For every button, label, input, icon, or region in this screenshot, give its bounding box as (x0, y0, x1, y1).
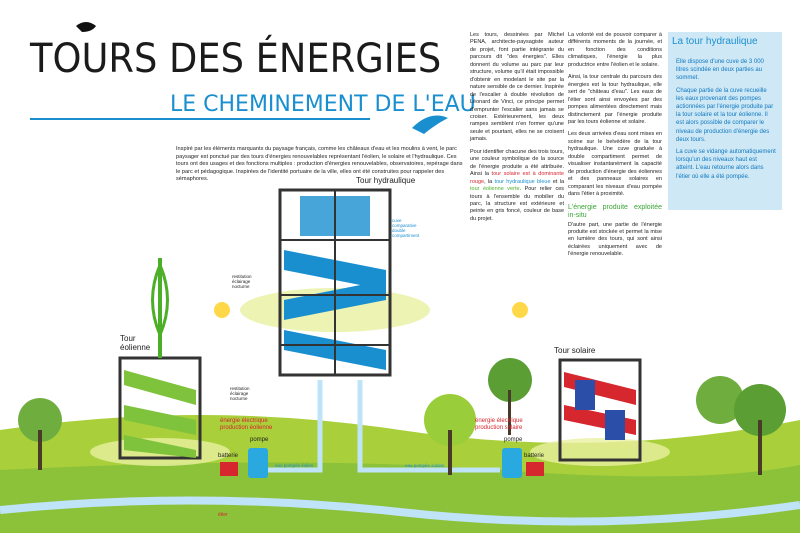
col2-heading: L'énergie produite exploitée in-situ (568, 203, 662, 219)
lamp-right (512, 302, 528, 318)
hydraulic-tower (280, 190, 390, 375)
label-etier: étier (218, 512, 228, 518)
label-batterie-left: batterie (218, 453, 239, 459)
col1-p2-mid2: et la (550, 178, 564, 185)
intro-text: Inspiré par les éléments marquants du paysage français, comme les châteaux d'eau et les moulins à vent, le parc paysager est ponctué par des tours d'énergies renouvelables représentant l'éolien, le solaire et l'hydraulique. Ces tours ont des usages et des fonctions multiples : production d'énergies renouvelables, observatoires, repérage dans le parc et pédagogique. Inspirées de l'identité portuaire de la ville, elles ont été construites pour rappeler des sémaphores. (176, 146, 463, 183)
text-column-1 (470, 32, 564, 228)
page-title: TOURS DES ÉNERGIES (30, 36, 442, 82)
col2-p1: La volonté est de pouvoir comparer à différents moments de la journée, et en fonction des conditions climatiques, l'énergie la plus productrice entre l'éolien et le solaire. (568, 32, 662, 68)
pump-left (248, 448, 268, 478)
label-batterie-right: batterie (524, 453, 545, 459)
bird-icon (76, 22, 96, 32)
battery-right (526, 462, 544, 476)
col1-p2-end: . Pour relier ces tours à l'ensemble du mobilier du parc, la structure est extérieure et peinte en gris foncé, couleur de base du projet. (470, 186, 564, 222)
label-restitution-1: restitution éclairage nocturne (232, 274, 252, 289)
lamp-left (214, 302, 230, 318)
col1-p2-blue: tour hydraulique bleue (494, 178, 551, 185)
sidebar-p1: Elle dispose d'une cuve de 3 000 litres scindée en deux parties au sommet. (676, 59, 764, 82)
label-eau-pompee-right: eau pompée solaire (405, 463, 445, 468)
label-pompe-left: pompe (250, 437, 269, 443)
col1-p2-red: tour solaire est à dominante rouge (470, 171, 564, 185)
label-pompe-right: pompe (504, 437, 523, 443)
sidebar-body (676, 58, 776, 181)
page-subtitle: LE CHEMINEMENT DE L'EAU (170, 92, 476, 117)
text-column-2 (568, 32, 662, 264)
label-cuve: cuve comparative double compartiment (392, 218, 420, 238)
col1-p2-green: tour éolienne verte (470, 186, 520, 193)
col1-p2-mid: , la (484, 178, 495, 185)
label-tour-eolienne: Tour éolienne (120, 334, 151, 352)
label-wind-energy: énergie électrique production éolienne (220, 418, 273, 431)
label-tour-hydraulique: Tour hydraulique (356, 176, 416, 185)
col2-p2: Ainsi, la tour centrale du parcours des énergies est la tour hydraulique, elle sert de "château d'eau". Les eaux de l'étier sont ainsi envoyées par des pompes alimentées directement mais distinctement par l'énergie produite par les tours éolienne et solaire. (568, 74, 662, 125)
pump-right (502, 448, 522, 478)
label-solar-energy: énergie électrique production solaire (475, 418, 523, 431)
col1-p2-start: Pour identifier chacune des trois tours, une couleur symbolique de la source de l'énergie produite a été attribuée. Ainsi la (470, 148, 564, 178)
label-eau-pompee-left: eau pompée éolien (275, 463, 314, 468)
col1-p2 (470, 149, 564, 224)
col2-p3: Les deux arrivées d'eau sont mises en scène sur le belvédère de la tour hydraulique. Une cuve graduée à double compartiment permet de visualiser instantanément la capacité de production d'énergie des éoliennes et des panneaux solaires en comparant les niveaux d'eau pompée dans l'étier à proximité. (568, 131, 662, 198)
sidebar-p2: Chaque partie de la cuve recueille les eaux provenant des pompes actionnées par l'énergie produite par la tour solaire et la tour éolienne. Il est alors possible de comparer le niveau de production d'énergie des deux tours. (676, 87, 774, 143)
label-tour-solaire: Tour solaire (554, 346, 596, 355)
title-underline (30, 118, 370, 120)
col1-p1: Les tours, dessinées par Michel PENA, architecte-paysagiste auteur de projet, font partie intégrante du parcours dit "des énergies". Elles donnent du volume au parc par leur structure, volume qu'il était impossible d'obtenir en modelant le site par la nature sensible de ce dernier. Inspirée de l'escalier à double révolution de Léonard de Vinci, ce principe permet d'emprunter l'escalier sans jamais se croiser. Extérieurement, les deux rampes semblent n'en former qu'une seule et pourtant, elles ne se croisent jamais. (470, 32, 564, 143)
label-restitution-2: restitution éclairage nocturne (230, 386, 250, 401)
sidebar-title: La tour hydraulique (672, 36, 758, 47)
col2-p4: D'autre part, une partie de l'énergie produite est stockée et permet la mise en lumière des tours, qui sont ainsi éclairées uniquement avec de l'énergie renouvelable. (568, 221, 662, 258)
sidebar-p3: La cuve se vidange automatiquement lorsqu'un des niveaux haut est atteint. L'eau retourne alors dans l'étier où elle a été pompée. (676, 149, 776, 180)
solar-halo (530, 438, 670, 466)
battery-left (220, 462, 238, 476)
heron-icon (412, 116, 448, 134)
